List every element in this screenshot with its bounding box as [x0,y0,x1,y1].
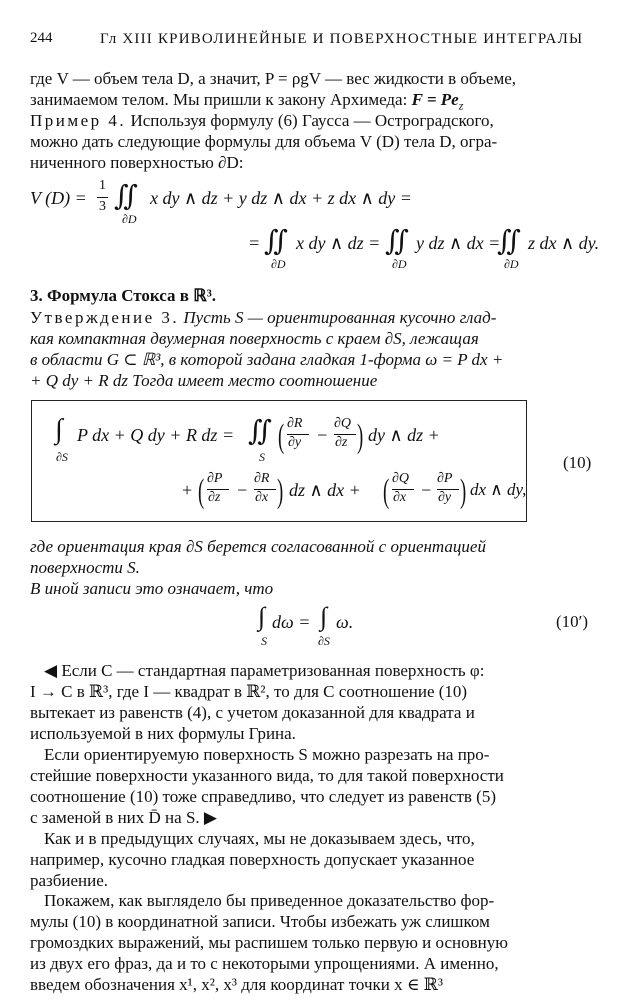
minus-sign: − [236,480,249,500]
integral-domain: ∂S [318,634,330,648]
partial-den: ∂x [255,490,269,505]
text-line: Покажем, как выглядело бы приведенное доказательство фор- [44,891,495,910]
text-line: мулы (10) в координатной записи. Чтобы избежать уж слишком [30,912,490,931]
text-line: где V — объем тела D, а значит, P = ρgV — вес жидкости в объеме, [30,69,516,88]
integral-domain-edge: ∂S [56,450,68,464]
partial-num: ∂P [207,471,223,486]
text-line: I → C в ℝ³, где I — квадрат в ℝ², то для C соотношение (10) [30,682,468,701]
paren-close: ) [277,473,284,510]
partial-num: ∂Q [392,471,410,486]
plus-sign: + [182,480,193,500]
text-line: например, кусочно гладкая поверхность допускает указанное [30,850,475,869]
paren-open: ( [198,473,205,510]
text-line: разбиение. [30,871,109,890]
page-number: 244 [30,30,53,46]
text-line: занимаемом телом. Мы пришли к закону Архимеда: $F = Pe_z$ [30,90,464,113]
equation-number: (10′) [556,612,589,631]
equation-number: (10) [563,453,592,472]
integral-domain: S [261,634,267,648]
text-line: Утверждение 3. Пусть S — ориентированная кусочно глад- [30,308,497,327]
coordinate-proof-paragraph [30,890,598,995]
double-integral-sign: ∬ [264,226,288,257]
double-integral-sign: ∬ [385,226,409,257]
formula-term-1: x dy ∧ dz = [296,233,381,253]
text-line: соотношение (10) тоже справедливо, что следует из равенств (5) [30,787,496,806]
formula-body: x dy ∧ dz + y dz ∧ dx + z dx ∧ dy = [150,188,412,208]
partial-den: ∂x [393,490,407,505]
archimedes-formula: F = Pe [411,90,459,109]
text-line: кая компактная двумерная поверхность с краем ∂S, лежащая [30,329,479,348]
term-tail: dx ∧ dy, [470,480,527,499]
text-line: в области G ⊂ ℝ³, в которой задана гладкая 1-форма ω = P dx + [30,350,504,369]
minus-sign: − [420,480,433,500]
paragraph-example-4 [30,110,598,173]
statement-label: Утверждение 3. [30,308,180,327]
formula-term-3: z dx ∧ dy. [528,233,600,253]
partial-den: ∂y [288,435,302,450]
compact-lhs: dω = [272,612,311,632]
eq-sign: = [248,233,261,253]
text-line: Пример 4. Используя формулу (6) Гаусса — Остроградского, [30,111,494,130]
text-line: используемой в них формулы Грина. [30,724,296,743]
text-line: громоздких выражений, мы распишем только первую и основную [30,933,508,952]
partial-den: ∂z [335,435,348,450]
text-line: В иной записи это означает, что [30,579,274,598]
fraction-numerator: 1 [99,178,106,193]
statement-3 [30,307,598,391]
integral-domain: ∂D [392,257,407,271]
double-integral-sign: ∬ [248,416,272,447]
compact-rhs: ω. [336,612,354,632]
orientation-note [30,536,598,599]
running-title: Гл XIII КРИВОЛИНЕЙНЫЕ И ПОВЕРХНОСТНЫЕ ИНТЕГРАЛЫ [100,31,584,47]
text-line: можно дать следующие формулы для объема V (D) тела D, огра- [30,132,498,151]
text-line: с заменой в них D̄ на S. ▶ [30,808,217,827]
term-tail: dy ∧ dz + [368,425,440,445]
double-integral-sign: ∬ [497,226,521,257]
integral-sign: ∫ [320,602,328,631]
integral-domain-surface: S [259,450,265,464]
text-line: введем обозначения x¹, x², x³ для координат точки x ∈ ℝ³ [30,975,443,994]
partial-num: ∂P [437,471,453,486]
remark-paragraph [30,828,598,891]
fraction-bar [97,197,108,198]
paren-close: ) [357,418,364,455]
example-label: Пример 4. [30,111,127,130]
section-heading: 3. Формула Стокса в ℝ³. [30,286,217,305]
partial-num: ∂R [254,471,270,486]
partial-den: ∂y [438,490,452,505]
text-line: + Q dy + R dz Тогда имеет место соотношение [30,371,378,390]
formula-lhs: V (D) = [30,188,87,208]
minus-sign: − [316,425,329,445]
text-line: из двух его фраз, да и то с некоторыми упрощениями. А именно, [30,954,499,973]
text-line: поверхности S. [30,558,140,577]
text-line: ниченного поверхностью ∂D: [30,153,244,172]
integral-sign: ∫ [258,602,266,631]
paren-open: ( [278,418,285,455]
text-line: ◀ Если C — стандартная параметризованная поверхность φ: [44,661,485,680]
text-line: стейшие поверхности указанного вида, то для такой поверхности [30,766,504,785]
text-line: вытекает из равенств (4), с учетом доказанной для квадрата и [30,703,475,722]
integral-domain: ∂D [271,257,286,271]
term-tail: dz ∧ dx + [289,480,361,500]
double-integral-sign: ∬ [114,181,138,212]
text-line: где ориентация края ∂S берется согласованной с ориентацией [30,537,486,556]
paren-close: ) [460,473,467,510]
text-line: Если ориентируемую поверхность S можно разрезать на про- [44,745,490,764]
integral-sign: ∫ [55,414,63,445]
proof-paragraph-1 [30,660,598,744]
proof-paragraph-2 [30,744,598,828]
integral-domain: ∂D [504,257,519,271]
stokes-lhs: P dx + Q dy + R dz = [77,425,235,445]
formula-term-2: y dz ∧ dx = [416,233,501,253]
partial-num: ∂Q [334,416,352,431]
text-line: Как и в предыдущих случаях, мы не доказываем здесь, что, [44,829,475,848]
fraction-denominator: 3 [99,199,106,214]
partial-den: ∂z [208,490,221,505]
paren-open: ( [383,473,390,510]
partial-num: ∂R [287,416,303,431]
integral-domain: ∂D [122,212,137,226]
